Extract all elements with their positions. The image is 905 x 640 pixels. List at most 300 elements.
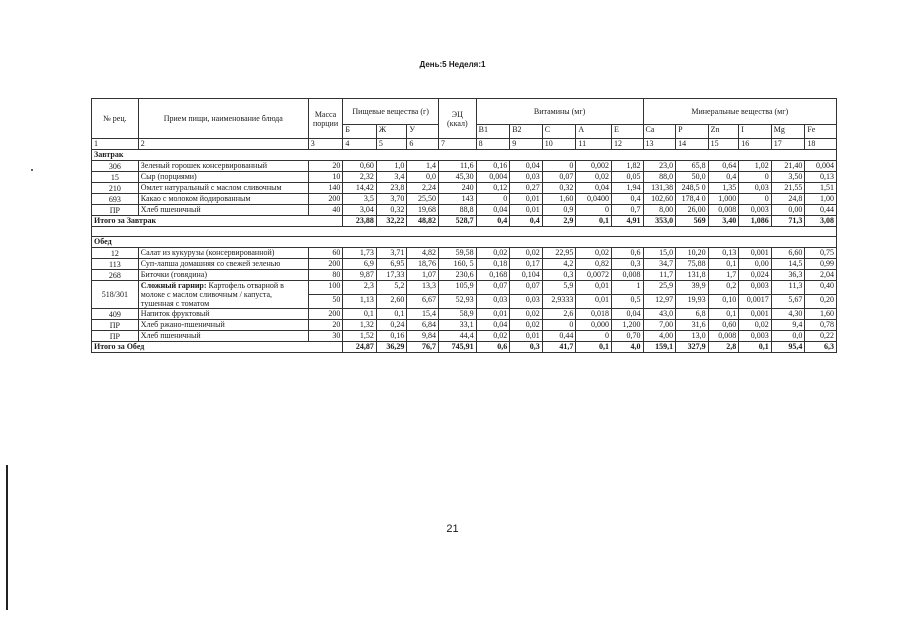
value-cell: 19,68 [407,205,439,216]
value-cell: 0,02 [576,172,612,183]
header-sub-cell: Ca [643,125,676,139]
value-cell: 1,0 [376,161,407,172]
header-sub-cell: A [576,125,612,139]
table-row-garnish [92,281,837,295]
value-cell: 3,70 [376,194,407,205]
table-row [92,248,837,259]
value-cell: 105,9 [439,281,477,295]
value-cell: 14,42 [343,183,377,194]
column-number: 9 [510,139,543,150]
value-cell: 4,30 [771,309,805,320]
dish-name: Хлеб пшеничный [138,331,308,342]
value-cell: 45,30 [439,172,477,183]
column-number: 18 [805,139,837,150]
dish-name: Какао с молоком йодированным [138,194,308,205]
header-minerals: Минеральные вещества (мг) [643,99,836,125]
value-cell: 0,44 [542,331,576,342]
value-cell: 0,07 [510,281,543,295]
total-value: 4,0 [611,342,643,353]
header-sub-cell: Mg [771,125,805,139]
value-cell: 6,60 [771,248,805,259]
value-cell: 23,8 [376,183,407,194]
value-cell: 0,4 [611,194,643,205]
value-cell: 3,50 [771,172,805,183]
column-number: 5 [376,139,407,150]
value-cell: 1,32 [343,320,377,331]
total-value: 0,1 [576,342,612,353]
value-cell: 0,01 [576,281,612,295]
total-value: 76,7 [407,342,439,353]
total-value: 4,91 [611,216,643,227]
page-title: День:5 Неделя:1 [419,60,486,69]
value-cell: 0,024 [739,270,772,281]
value-cell: 12,97 [643,295,676,309]
value-cell: 2,3 [343,281,377,295]
value-cell: 0,008 [611,270,643,281]
column-number: 8 [476,139,510,150]
header-sub-cell: I [739,125,772,139]
header-energy: ЭЦ (ккал) [439,99,477,139]
value-cell: 52,93 [439,295,477,309]
value-cell: 10,20 [676,248,709,259]
value-cell: 0,001 [739,248,772,259]
recipe-number: 306 [92,161,139,172]
header-sub-cell: У [407,125,439,139]
value-cell: 5,2 [376,281,407,295]
header-vitamins: Витамины (мг) [476,99,643,125]
recipe-number: 693 [92,194,139,205]
value-cell: 9,87 [343,270,377,281]
table-row [92,183,837,194]
recipe-number: 409 [92,309,139,320]
value-cell: 58,9 [439,309,477,320]
value-cell: 0,000 [576,320,612,331]
value-cell: 0,001 [739,309,772,320]
value-cell: 2,24 [407,183,439,194]
column-number: 7 [439,139,477,150]
value-cell: 0,99 [805,259,837,270]
value-cell: 0,018 [576,309,612,320]
value-cell: 60 [308,248,343,259]
value-cell: 0,02 [510,248,543,259]
recipe-number: ПР [92,205,139,216]
value-cell: 20 [308,161,343,172]
value-cell: 23,0 [643,161,676,172]
value-cell: 22,95 [542,248,576,259]
value-cell: 2,9333 [542,295,576,309]
recipe-number: 12 [92,248,139,259]
value-cell: 0,24 [376,320,407,331]
value-cell: 15,0 [643,248,676,259]
value-cell: 200 [308,259,343,270]
header-sub-cell: Zn [708,125,739,139]
value-cell: 59,58 [439,248,477,259]
value-cell: 0,44 [805,205,837,216]
value-cell: 2,60 [376,295,407,309]
value-cell: 24,8 [771,194,805,205]
recipe-number: ПР [92,320,139,331]
value-cell: 230,6 [439,270,477,281]
garnish-title: Сложный гарнир: [140,281,207,290]
dish-name: Омлет натуральный с маслом сливочным [138,183,308,194]
table-row [92,309,837,320]
column-number: 1 [92,139,139,150]
value-cell: 7,00 [643,320,676,331]
value-cell: 80 [308,270,343,281]
table-row [92,331,837,342]
value-cell: 43,0 [643,309,676,320]
recipe-number: 210 [92,183,139,194]
value-cell: 0,1 [708,309,739,320]
value-cell: 3,5 [343,194,377,205]
header-meal: Прием пищи, наименование блюда [138,99,308,139]
column-number: 11 [576,139,612,150]
garnish-description: Картофель отварной в молоке с маслом сливочным / капуста, тушенная с томатом [140,281,284,308]
value-cell: 25,9 [643,281,676,295]
section-title: Обед [92,237,837,248]
spacer-row [92,227,837,237]
total-value: 23,88 [343,216,377,227]
value-cell: 0,9 [542,205,576,216]
value-cell: 0,02 [510,309,543,320]
value-cell: 0 [576,205,612,216]
value-cell: 0,04 [576,183,612,194]
value-cell: 0,70 [611,331,643,342]
value-cell: 1,82 [611,161,643,172]
dish-name: Напиток фруктовый [138,309,308,320]
value-cell: 0 [542,161,576,172]
dish-name: Суп-лапша домашняя со свежей зеленью [138,259,308,270]
value-cell: 88,0 [643,172,676,183]
table-row [92,194,837,205]
value-cell: 0,01 [576,295,612,309]
value-cell: 0,05 [611,172,643,183]
value-cell: 0,00 [771,205,805,216]
value-cell: 36,3 [771,270,805,281]
recipe-number: ПР [92,331,139,342]
value-cell: 33,1 [439,320,477,331]
header-sub-cell: C [542,125,576,139]
value-cell: 0,01 [510,205,543,216]
value-cell: 13,3 [407,281,439,295]
value-cell: 0,01 [510,194,543,205]
value-cell: 0,18 [476,259,510,270]
dish-name: Салат из кукурузы (консервированной) [138,248,308,259]
value-cell: 1,52 [343,331,377,342]
table-row [92,161,837,172]
column-number: 3 [308,139,343,150]
total-value: 3,08 [805,216,837,227]
value-cell: 1,00 [805,194,837,205]
value-cell: 25,50 [407,194,439,205]
total-value: 0,4 [510,216,543,227]
value-cell: 0,0400 [576,194,612,205]
column-number: 12 [611,139,643,150]
header-sub-cell: Ж [376,125,407,139]
value-cell: 0,02 [476,331,510,342]
value-cell: 200 [308,309,343,320]
value-cell: 0,0 [407,172,439,183]
total-value: 0,1 [576,216,612,227]
column-number: 16 [739,139,772,150]
value-cell: 0,02 [739,320,772,331]
value-cell: 39,9 [676,281,709,295]
table-row [92,270,837,281]
total-label: Итого за Завтрак [92,216,343,227]
total-value: 6,3 [805,342,837,353]
value-cell: 0 [739,172,772,183]
header-sub-cell: B1 [476,125,510,139]
total-label: Итого за Обед [92,342,343,353]
value-cell: 0,01 [476,309,510,320]
value-cell: 6,95 [376,259,407,270]
scan-edge-mark [6,465,8,610]
value-cell: 0,17 [510,259,543,270]
recipe-number: 15 [92,172,139,183]
value-cell: 0,0072 [576,270,612,281]
value-cell: 0,64 [708,161,739,172]
value-cell: 0,01 [510,331,543,342]
value-cell: 3,4 [376,172,407,183]
value-cell: 1,07 [407,270,439,281]
total-value: 159,1 [643,342,676,353]
value-cell: 20 [308,320,343,331]
total-value: 95,4 [771,342,805,353]
column-number: 17 [771,139,805,150]
total-value: 745,91 [439,342,477,353]
value-cell: 0,02 [510,320,543,331]
value-cell: 6,8 [676,309,709,320]
value-cell: 6,67 [407,295,439,309]
table-row [92,205,837,216]
value-cell: 0,75 [805,248,837,259]
value-cell: 0,0 [771,331,805,342]
section-title-row [92,237,837,248]
column-number: 4 [343,139,377,150]
value-cell: 0,3 [611,259,643,270]
menu-nutrition-table [91,98,837,353]
value-cell: 0,27 [510,183,543,194]
value-cell: 0,82 [576,259,612,270]
value-cell: 0,20 [805,295,837,309]
value-cell: 1,4 [407,161,439,172]
value-cell: 0,32 [376,205,407,216]
value-cell: 0,12 [476,183,510,194]
value-cell: 0 [542,320,576,331]
value-cell: 31,6 [676,320,709,331]
value-cell: 0,6 [611,248,643,259]
value-cell: 1,35 [708,183,739,194]
value-cell: 0,07 [542,172,576,183]
value-cell: 88,8 [439,205,477,216]
total-value: 41,7 [542,342,576,353]
value-cell: 3,04 [343,205,377,216]
value-cell: 18,76 [407,259,439,270]
page-number: 21 [446,523,459,535]
table-row [92,259,837,270]
total-value: 24,87 [343,342,377,353]
value-cell: 3,71 [376,248,407,259]
dish-name: Хлеб пшеничный [138,205,308,216]
total-value: 71,3 [771,216,805,227]
value-cell: 0,04 [476,320,510,331]
value-cell: 0,04 [510,161,543,172]
value-cell: 0,02 [476,248,510,259]
total-value: 1,086 [739,216,772,227]
value-cell: 0,03 [739,183,772,194]
value-cell: 50 [308,295,343,309]
value-cell: 2,6 [542,309,576,320]
value-cell: 0 [576,331,612,342]
total-value: 569 [676,216,709,227]
value-cell: 40 [308,205,343,216]
value-cell: 0,004 [476,172,510,183]
value-cell: 1,7 [708,270,739,281]
value-cell: 0,22 [805,331,837,342]
dish-name: Зеленый горошек консервированный [138,161,308,172]
value-cell: 100 [308,281,343,295]
value-cell: 0,03 [510,172,543,183]
value-cell: 0,32 [542,183,576,194]
value-cell: 102,60 [643,194,676,205]
value-cell: 0,60 [708,320,739,331]
value-cell: 0,2 [708,281,739,295]
column-number: 10 [542,139,576,150]
dish-name [138,281,308,309]
value-cell: 0,00 [739,259,772,270]
value-cell: 1,51 [805,183,837,194]
spacer-cell [92,227,837,237]
value-cell: 1,200 [611,320,643,331]
column-number: 6 [407,139,439,150]
total-value: 528,7 [439,216,477,227]
value-cell: 0,004 [805,161,837,172]
value-cell: 200 [308,194,343,205]
value-cell: 10 [308,172,343,183]
total-value: 353,0 [643,216,676,227]
value-cell: 0,5 [611,295,643,309]
value-cell: 5,67 [771,295,805,309]
dish-name: Сыр (порциями) [138,172,308,183]
value-cell: 248,5 0 [676,183,709,194]
total-value: 2,8 [708,342,739,353]
value-cell: 0,0017 [739,295,772,309]
value-cell: 4,00 [643,331,676,342]
column-number: 13 [643,139,676,150]
value-cell: 0,008 [708,331,739,342]
value-cell: 11,7 [643,270,676,281]
table-row [92,172,837,183]
scan-mark [31,169,33,171]
value-cell: 0,10 [708,295,739,309]
total-value: 3,40 [708,216,739,227]
value-cell: 131,8 [676,270,709,281]
section-title-row [92,150,837,161]
value-cell: 0,04 [611,309,643,320]
value-cell: 0,4 [708,172,739,183]
value-cell: 11,3 [771,281,805,295]
value-cell: 14,5 [771,259,805,270]
value-cell: 0,16 [476,161,510,172]
dish-name: Хлеб ржано-пшеничный [138,320,308,331]
header-nutrients: Пищевые вещества (г) [343,99,439,125]
value-cell: 6,84 [407,320,439,331]
value-cell: 8,00 [643,205,676,216]
value-cell: 160, 5 [439,259,477,270]
value-cell: 0,1 [343,309,377,320]
value-cell: 240 [439,183,477,194]
value-cell: 131,38 [643,183,676,194]
value-cell: 0,003 [739,281,772,295]
value-cell: 0,40 [805,281,837,295]
table-row [92,320,837,331]
value-cell: 1 [611,281,643,295]
value-cell: 34,7 [643,259,676,270]
value-cell: 2,04 [805,270,837,281]
total-value: 32,22 [376,216,407,227]
value-cell: 0,03 [476,295,510,309]
column-number: 15 [708,139,739,150]
value-cell: 0,7 [611,205,643,216]
section-title: Завтрак [92,150,837,161]
total-value: 0,1 [739,342,772,353]
value-cell: 0,13 [708,248,739,259]
value-cell: 4,82 [407,248,439,259]
total-value: 0,3 [510,342,543,353]
value-cell: 13,0 [676,331,709,342]
value-cell: 65,8 [676,161,709,172]
value-cell: 0 [739,194,772,205]
value-cell: 26,00 [676,205,709,216]
value-cell: 9,84 [407,331,439,342]
value-cell: 4,2 [542,259,576,270]
value-cell: 0,03 [510,295,543,309]
value-cell: 30 [308,331,343,342]
total-row [92,342,837,353]
value-cell: 6,9 [343,259,377,270]
value-cell: 50,0 [676,172,709,183]
recipe-number: 268 [92,270,139,281]
total-value: 327,9 [676,342,709,353]
header-sub-cell: B2 [510,125,543,139]
value-cell: 0,07 [476,281,510,295]
value-cell: 0,1 [708,259,739,270]
header-sub-cell: Б [343,125,377,139]
value-cell: 0,104 [510,270,543,281]
value-cell: 15,4 [407,309,439,320]
value-cell: 0,13 [805,172,837,183]
total-value: 2,9 [542,216,576,227]
value-cell: 1,60 [805,309,837,320]
recipe-number: 113 [92,259,139,270]
value-cell: 21,55 [771,183,805,194]
header-sub-cell: E [611,125,643,139]
value-cell: 5,9 [542,281,576,295]
total-value: 0,6 [476,342,510,353]
value-cell: 0,60 [343,161,377,172]
value-cell: 0,3 [542,270,576,281]
recipe-number: 518/301 [92,281,139,309]
dish-name: Биточки (говядина) [138,270,308,281]
total-value: 48,82 [407,216,439,227]
column-number: 14 [676,139,709,150]
value-cell: 0,002 [576,161,612,172]
header-sub-cell: Fe [805,125,837,139]
value-cell: 1,02 [739,161,772,172]
value-cell: 1,60 [542,194,576,205]
value-cell: 0,02 [576,248,612,259]
value-cell: 21,40 [771,161,805,172]
